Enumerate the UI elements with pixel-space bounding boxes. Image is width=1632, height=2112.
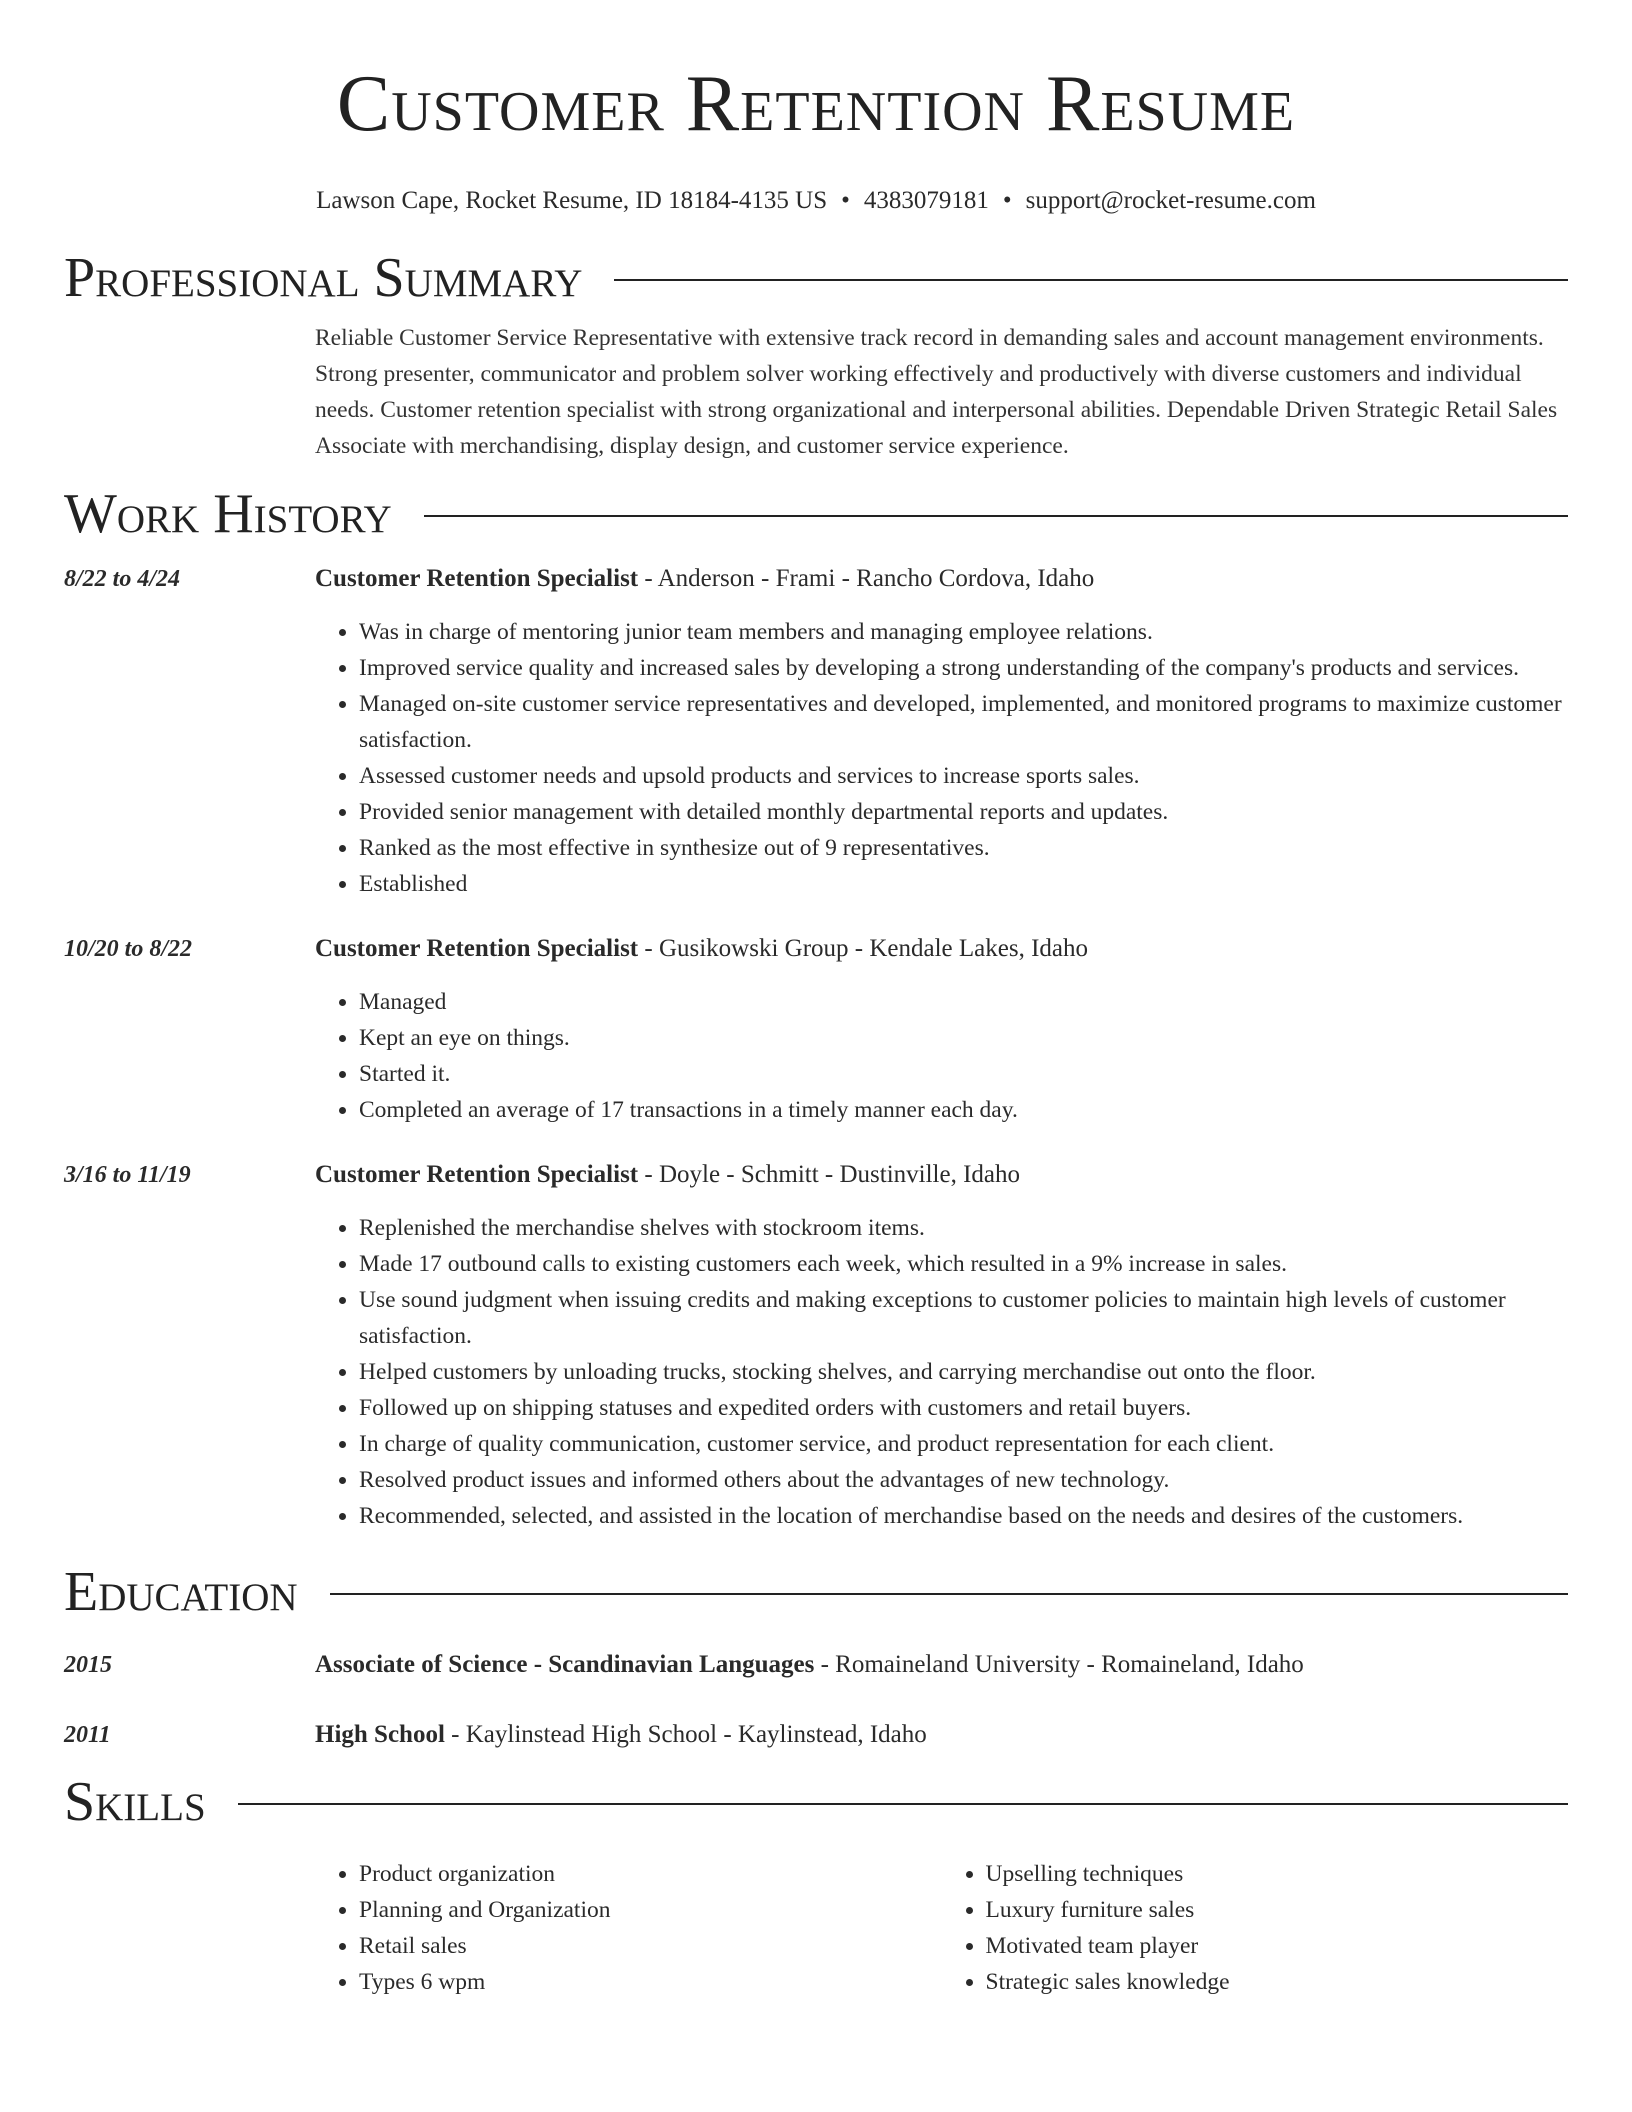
job-bullet: • Assessed customer needs and upsold products and services to increase sports sales.: [359, 758, 1568, 794]
education-school: - Romaineland University - Romaineland, Idaho: [814, 1651, 1304, 1678]
summary-heading: Professional Summary: [64, 247, 583, 309]
skills-section-header: [64, 1770, 1568, 1834]
job-bullet: • Replenished the merchandise shelves with stockroom items.: [359, 1210, 1568, 1246]
job-employer: - Doyle - Schmitt - Dustinville, Idaho: [638, 1161, 1021, 1188]
contact-address: Lawson Cape, Rocket Resume, ID 18184-4135 US: [316, 187, 828, 214]
job-employer: - Gusikowski Group - Kendale Lakes, Idaho: [638, 935, 1089, 962]
education-degree: High School: [315, 1721, 445, 1748]
job-bullet: • Started it.: [359, 1056, 1568, 1092]
job-entry: [64, 564, 1568, 902]
job-bullet: • Made 17 outbound calls to existing customers each week, which resulted in a 9% increase in sales.: [359, 1246, 1568, 1282]
summary-text: Reliable Customer Service Representative with extensive track record in demanding sales and account management environments. Strong presenter, communicator and problem solver working effectively and productively with diverse customers and individual needs. Customer retention specialist with strong organizational and interpersonal abilities. Dependable Driven Strategic Retail Sales Associate with merchandising, display design, and customer service experience.: [315, 325, 1558, 459]
education-heading: Education: [64, 1561, 298, 1623]
education-entry: [64, 1720, 1568, 1750]
job-body: [315, 1160, 1568, 1534]
skills-list-right: [942, 1856, 1569, 2000]
job-bullet: • Managed on-site customer service representatives and developed, implemented, and monitored programs to maximize customer satisfaction.: [359, 686, 1568, 758]
education-year: 2015: [64, 1652, 112, 1678]
job-role: Customer Retention Specialist: [315, 565, 639, 592]
contact-phone: 4383079181: [863, 187, 989, 214]
job-bullet: • Resolved product issues and informed others about the advantages of new technology.: [359, 1462, 1568, 1498]
job-bullet: • Followed up on shipping statuses and expedited orders with customers and retail buyers.: [359, 1390, 1568, 1426]
work-heading: Work History: [64, 483, 392, 545]
job-bullets: [315, 984, 1568, 1128]
job-heading: [315, 934, 1568, 964]
education-section-header: [64, 1560, 1568, 1624]
job-bullet: • Recommended, selected, and assisted in the location of merchandise based on the needs and desires of the customers.: [359, 1498, 1568, 1534]
job-bullet: • Was in charge of mentoring junior team members and managing employee relations.: [359, 614, 1568, 650]
education-heading-line: [315, 1650, 1568, 1680]
job-bullet: • Managed: [359, 984, 1568, 1020]
skill-item: • Luxury furniture sales: [986, 1892, 1569, 1928]
skill-item: • Strategic sales knowledge: [986, 1964, 1569, 2000]
contact-separator: •: [841, 187, 850, 214]
job-employer: - Anderson - Frami - Rancho Cordova, Idaho: [638, 565, 1095, 592]
section-divider: [424, 515, 1568, 517]
job-dates: 8/22 to 4/24: [64, 566, 181, 592]
job-bullet: • Ranked as the most effective in synthesize out of 9 representatives.: [359, 830, 1568, 866]
work-section-header: [64, 482, 1568, 546]
skill-item: • Retail sales: [359, 1928, 942, 1964]
section-divider: [330, 1593, 1568, 1595]
education-body: [315, 1720, 1568, 1750]
skill-item: • Types 6 wpm: [359, 1964, 942, 2000]
job-bullet: • In charge of quality communication, customer service, and product representation for each client.: [359, 1426, 1568, 1462]
job-bullet: • Completed an average of 17 transactions in a timely manner each day.: [359, 1092, 1568, 1128]
job-bullet: • Helped customers by unloading trucks, stocking shelves, and carrying merchandise out onto the floor.: [359, 1354, 1568, 1390]
job-entry: [64, 934, 1568, 1128]
education-school: - Kaylinstead High School - Kaylinstead, Idaho: [444, 1721, 927, 1748]
skills-list-left: [315, 1856, 942, 2000]
job-bullet: • Established: [359, 866, 1568, 902]
education-degree: Associate of Science - Scandinavian Languages: [315, 1651, 815, 1678]
job-bullets: [315, 1210, 1568, 1534]
education-heading-line: [315, 1720, 1568, 1750]
section-divider: [614, 279, 1568, 281]
job-body: [315, 934, 1568, 1128]
job-bullet: • Provided senior management with detailed monthly departmental reports and updates.: [359, 794, 1568, 830]
skill-item: • Product organization: [359, 1856, 942, 1892]
job-bullets: [315, 614, 1568, 902]
job-bullet: • Use sound judgment when issuing credits and making exceptions to customer policies to maintain high levels of customer satisfaction.: [359, 1282, 1568, 1354]
education-year: 2011: [64, 1722, 111, 1748]
job-bullet: • Kept an eye on things.: [359, 1020, 1568, 1056]
job-body: [315, 564, 1568, 902]
skill-item: • Motivated team player: [986, 1928, 1569, 1964]
job-dates: 10/20 to 8/22: [64, 936, 193, 962]
resume-title: Customer Retention Resume: [336, 60, 1296, 148]
education-entry: [64, 1650, 1568, 1680]
section-divider: [238, 1803, 1568, 1805]
job-role: Customer Retention Specialist: [315, 1161, 639, 1188]
job-heading: [315, 564, 1568, 594]
education-body: [315, 1650, 1568, 1680]
job-dates: 3/16 to 11/19: [64, 1162, 191, 1188]
contact-line: [64, 186, 1568, 216]
skill-item: • Upselling techniques: [986, 1856, 1569, 1892]
contact-separator: •: [1002, 187, 1012, 214]
summary-section-header: [64, 246, 1568, 310]
job-heading: [315, 1160, 1568, 1190]
job-bullet: • Improved service quality and increased sales by developing a strong understanding of the company's products and services.: [359, 650, 1568, 686]
job-entry: [64, 1160, 1568, 1534]
job-role: Customer Retention Specialist: [315, 935, 639, 962]
skills-heading: Skills: [64, 1771, 206, 1833]
skill-item: • Planning and Organization: [359, 1892, 942, 1928]
resume-page: [64, 0, 1568, 2000]
contact-email: support@rocket-resume.com: [1025, 187, 1316, 214]
skills-columns: [315, 1856, 1568, 2000]
